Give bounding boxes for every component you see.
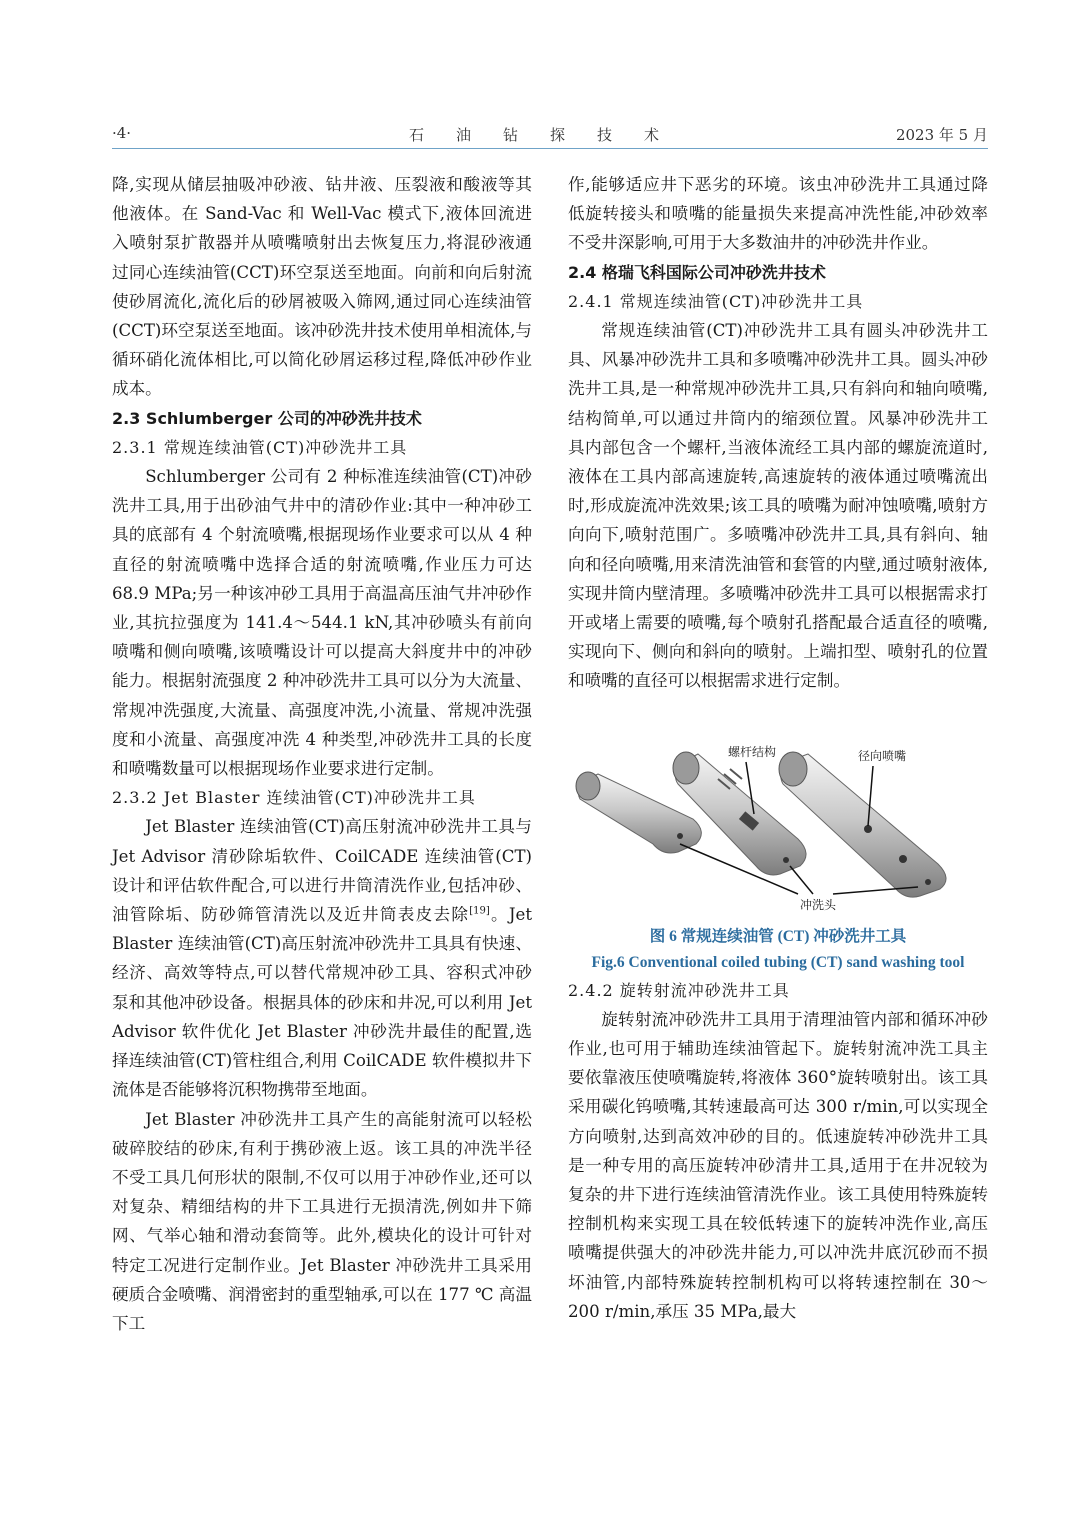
figure-caption-en: Fig.6 Conventional coiled tubing (CT) sand washing tool	[591, 953, 965, 971]
paragraph-part: Jet Blaster 连续油管(CT)高压射流冲砂洗井工具与 Jet Advisor 清砂除垢软件、CoilCADE 连续油管(CT)设计和评估软件配合,可以进行井筒清洗作业,包括冲砂、油管除垢、防砂筛管清洗以及近井筒表皮去除	[112, 817, 532, 925]
subsection-heading-2-3-2: 2.3.2 Jet Blaster 连续油管(CT)冲砂洗井工具	[112, 788, 476, 808]
issue-date: 2023 年 5 月	[895, 126, 988, 144]
header-rule	[112, 148, 988, 149]
paragraph	[112, 812, 532, 1104]
figure-caption-cn: 图 6 常规连续油管 (CT) 冲砂洗井工具	[649, 927, 907, 945]
paragraph: 降,实现从储层抽吸冲砂液、钻井液、压裂液和酸液等其他液体。在 Sand-Vac 和 Well-Vac 模式下,液体回流进入喷射泵扩散器并从喷嘴喷射出去恢复压力,将混砂液通过同心连续油管(CCT)环空泵送至地面。向前和向后射流使砂屑流化,流化后的砂屑被吸入筛网,通过同心连续油管(CCT)环空泵送至地面。该冲砂洗井技术使用单相流体,与循环硝化流体相比,可以简化砂屑运移过程,降低冲砂作业成本。	[112, 175, 532, 399]
multi-nozzle-tool	[779, 752, 946, 897]
subsection-heading-2-3-1: 2.3.1 常规连续油管(CT)冲砂洗井工具	[112, 437, 408, 457]
section-heading-2-4: 2.4 格瑞飞科国际公司冲砂洗井技术	[568, 262, 826, 282]
label-radial-nozzle: 径向喷嘴	[858, 748, 907, 763]
paragraph: 常规连续油管(CT)冲砂洗井工具有圆头冲砂洗井工具、风暴冲砂洗井工具和多喷嘴冲砂洗井工具。圆头冲砂洗井工具,是一种常规冲砂洗井工具,只有斜向和轴向喷嘴,结构简单,可以通过井筒内的缩颈位置。风暴冲砂洗井工具内部包含一个螺杆,当液体流经工具内部的螺旋流道时,液体在工具内部高速旋转,高速旋转的液体通过喷嘴流出时,形成旋流冲洗效果;该工具的喷嘴为耐冲蚀喷嘴,喷射方向向下,喷射范围广。多喷嘴冲砂洗井工具,具有斜向、轴向和径向喷嘴,用来清洗油管和套管的内壁,通过喷射液体,实现井筒内壁清理。多喷嘴冲砂洗井工具可以根据需求打开或堵上需要的喷嘴,每个喷射孔搭配最合适直径的喷嘴,实现向下、侧向和斜向的喷射。上端扣型、喷射孔的位置和喷嘴的直径可以根据需求进行定制。	[568, 321, 988, 691]
paragraph: 作,能够适应井下恶劣的环境。该虫冲砂洗井工具通过降低旋转接头和喷嘴的能量损失来提高冲洗性能,冲砂效率不受井深影响,可用于大多数油井的冲砂洗井作业。	[568, 175, 988, 253]
section-heading-2-3: 2.3 Schlumberger 公司的冲砂洗井技术	[112, 408, 422, 428]
left-column	[112, 170, 532, 1338]
tool-illustration	[568, 744, 988, 924]
figure-6	[568, 744, 988, 924]
subsection-heading-2-4-1: 2.4.1 常规连续油管(CT)冲砂洗井工具	[568, 291, 864, 311]
right-column	[568, 170, 988, 1326]
paragraph: Schlumberger 公司有 2 种标准连续油管(CT)冲砂洗井工具,用于出砂油气井中的清砂作业:其中一种冲砂工具的底部有 4 个射流喷嘴,根据现场作业要求可以从 4 种直径的射流喷嘴中选择合适的射流喷嘴,作业压力可达 68.9 MPa;另一种该冲砂工具用于高温高压油气井冲砂作业,其抗拉强度为 141.4～544.1 kN,其冲砂喷头有前向喷嘴和侧向喷嘴,该喷嘴设计可以提高大斜度井中的冲砂能力。根据射流强度 2 种冲砂洗井工具可以分为大流量、常规冲洗强度,大流量、高强度冲洗,小流量、常规冲洗强度和小流量、高强度冲洗 4 种类型,冲砂洗井工具的长度和喷嘴数量可以根据现场作业要求进行定制。	[112, 467, 532, 779]
paragraph: Jet Blaster 冲砂洗井工具产生的高能射流可以轻松破碎胶结的砂床,有利于携砂液上返。该工具的冲洗半径不受工具几何形状的限制,不仅可以用于冲砂作业,还可以对复杂、精细结构的井下工具进行无损清洗,例如井下筛网、气举心轴和滑动套筒等。此外,模块化的设计可针对特定工况进行定制作业。Jet Blaster 冲砂洗井工具采用硬质合金喷嘴、润滑密封的重型轴承,可以在 177 ℃ 高温下工	[112, 1109, 532, 1333]
label-wash-head: 冲洗头	[800, 897, 837, 912]
paragraph: 旋转射流冲砂洗井工具用于清理油管内部和循环冲砂作业,也可用于辅助连续油管起下。旋转射流冲洗工具主要依靠液压使喷嘴旋转,将液体 360°旋转喷射出。该工具采用碳化钨喷嘴,其转速最高可达 300 r/min,可以实现全方向喷射,达到高效冲砂的目的。低速旋转冲砂洗井工具是一种专用的高压旋转冲砂清井工具,适用于在井况较为复杂的井下进行连续油管清洗作业。该工具使用特殊旋转控制机构来实现工具在较低转速下的旋转冲洗作业,高压喷嘴提供强大的冲砂洗井能力,可以冲洗井底沉砂而不损坏油管,内部特殊旋转控制机构可以将转速控制在 30～200 r/min,承压 35 MPa,最大	[568, 1009, 988, 1321]
label-screw-structure: 螺杆结构	[728, 744, 777, 759]
citation-ref[interactable]: [19]	[469, 905, 490, 917]
journal-title: 石油钻探技术	[408, 126, 691, 144]
paragraph-part: 。Jet Blaster 连续油管(CT)高压射流冲砂洗井工具具有快速、经济、高效等特点,可以替代常规冲砂工具、容积式冲砂泵和其他冲砂设备。根据具体的砂床和井况,可以利用 Jet Advisor 软件优化 Jet Blaster 冲砂洗井最佳的配置,选择连续油管(CT)管柱组合,利用 CoilCADE 软件模拟井下流体是否能够将沉积物携带至地面。	[112, 905, 533, 1100]
subsection-heading-2-4-2: 2.4.2 旋转射流冲砂洗井工具	[568, 980, 790, 1000]
page-number: ·4·	[112, 124, 132, 142]
